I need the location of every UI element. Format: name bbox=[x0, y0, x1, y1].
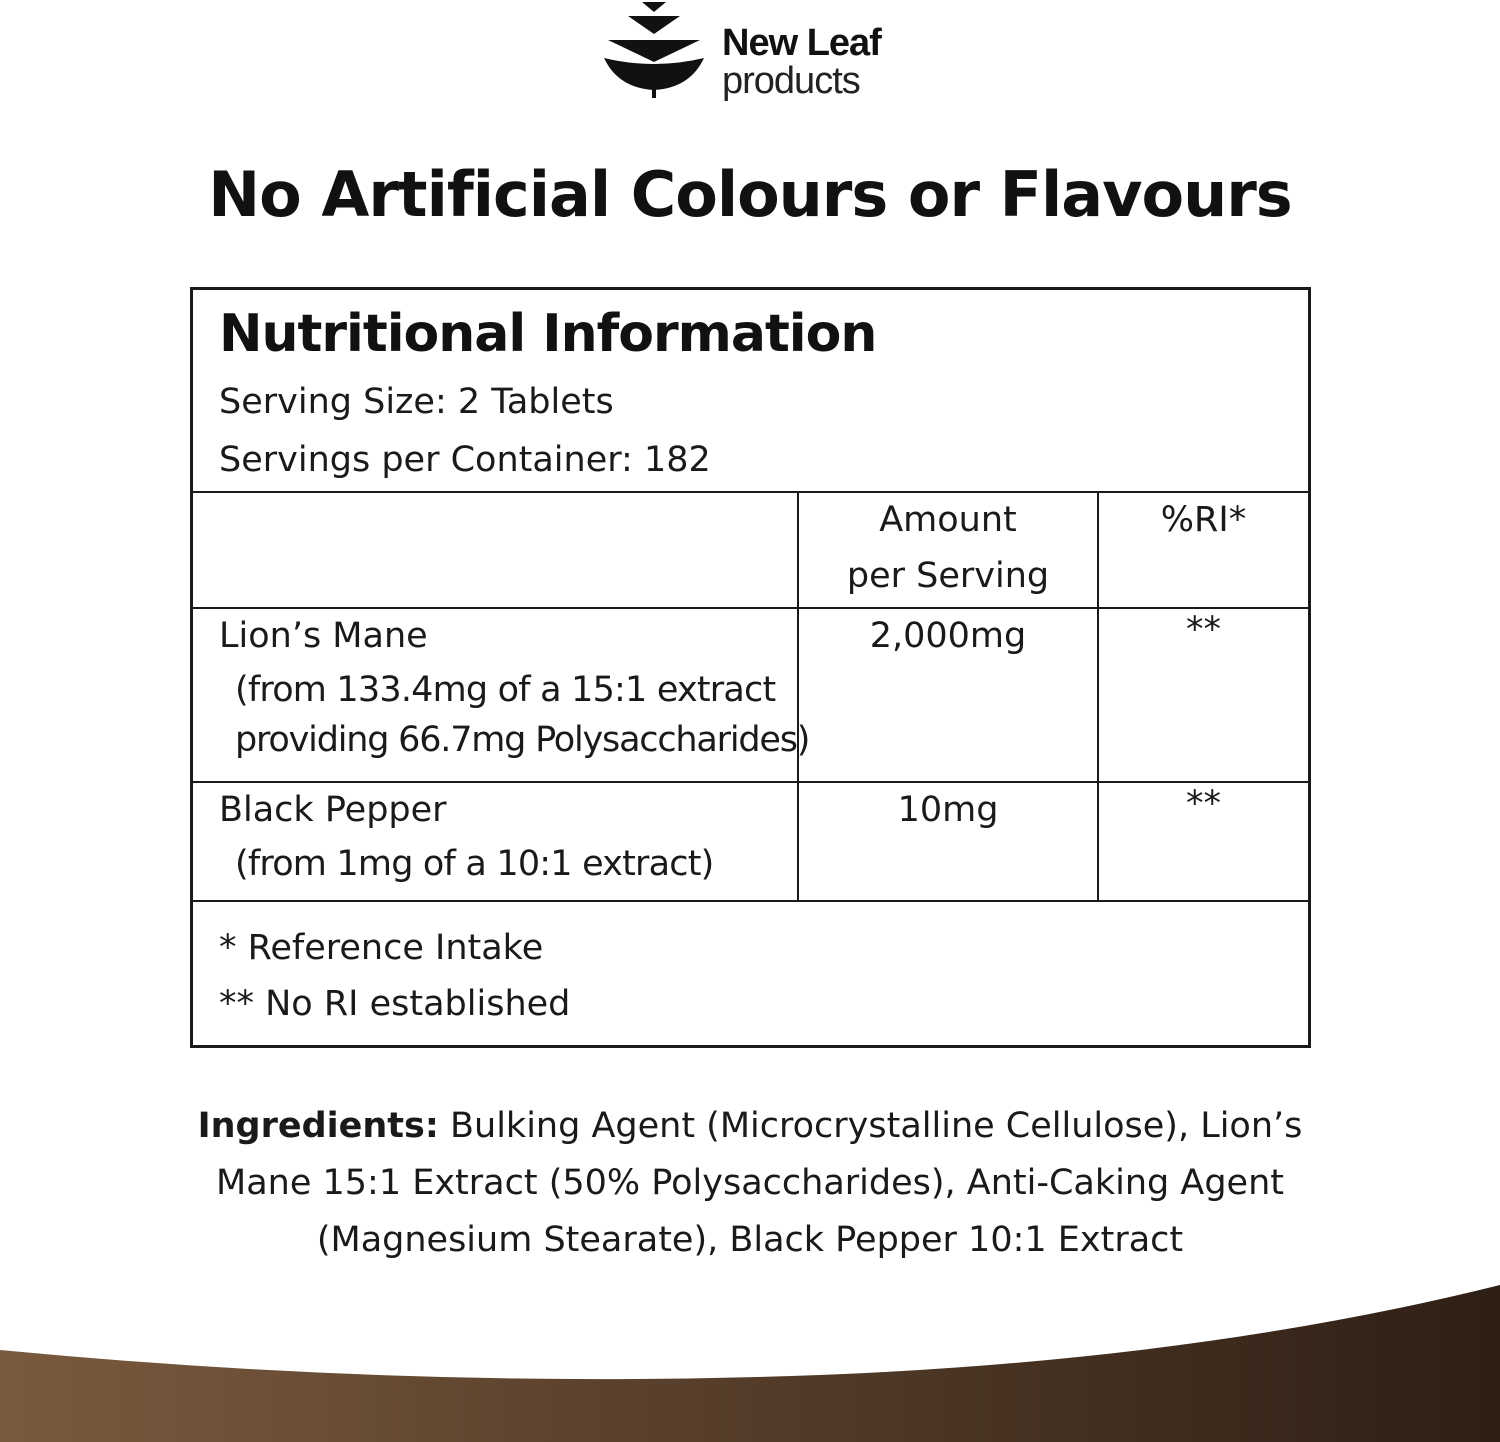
black-pepper-ri: ** bbox=[1186, 784, 1221, 824]
ingredients-text-line1: Bulking Agent (Microcrystalline Cellulose), Lion’s bbox=[450, 1106, 1303, 1146]
black-pepper-detail-line1: (from 1mg of a 10:1 extract) bbox=[235, 844, 714, 884]
ingredients-text-line2: Mane 15:1 Extract (50% Polysaccharides), Anti-Caking Agent bbox=[216, 1163, 1284, 1203]
column-divider bbox=[1097, 491, 1099, 902]
lions-mane-detail-line2: providing 66.7mg Polysaccharides) bbox=[235, 720, 810, 760]
footnote-no-ri: ** No RI established bbox=[219, 984, 571, 1024]
decorative-wave bbox=[0, 1280, 1500, 1442]
table-divider bbox=[193, 491, 1308, 493]
black-pepper-amount: 10mg bbox=[897, 790, 999, 830]
page-headline: No Artificial Colours or Flavours bbox=[208, 158, 1292, 231]
black-pepper-name: Black Pepper bbox=[219, 790, 447, 830]
brand-logo bbox=[600, 0, 900, 105]
column-divider bbox=[797, 491, 799, 902]
ingredients-text-line3: (Magnesium Stearate), Black Pepper 10:1 Extract bbox=[316, 1220, 1184, 1260]
brand-name: New Leaf bbox=[722, 22, 881, 64]
lions-mane-amount: 2,000mg bbox=[869, 616, 1027, 656]
ingredients-statement bbox=[100, 1098, 1400, 1269]
servings-per-container-value: 182 bbox=[643, 440, 711, 480]
servings-per-container-label: Servings per Container: bbox=[219, 440, 633, 480]
footnote-reference-intake: * Reference Intake bbox=[219, 928, 544, 968]
ri-header: %RI* bbox=[1160, 500, 1247, 540]
lions-mane-ri: ** bbox=[1186, 610, 1221, 650]
table-divider bbox=[193, 781, 1308, 783]
lions-mane-name: Lion’s Mane bbox=[219, 616, 428, 656]
table-divider bbox=[193, 607, 1308, 609]
lions-mane-detail-line1: (from 133.4mg of a 15:1 extract bbox=[235, 670, 776, 710]
ingredients-line bbox=[100, 1098, 1400, 1155]
brand-subname: products bbox=[722, 60, 860, 102]
nutrition-panel bbox=[190, 287, 1311, 1048]
stacked-leaf-icon bbox=[600, 0, 710, 105]
table-divider bbox=[193, 900, 1308, 902]
servings-per-container bbox=[219, 440, 711, 480]
serving-size: Serving Size: 2 Tablets bbox=[219, 382, 614, 422]
amount-header-line1: Amount bbox=[879, 500, 1017, 540]
nutrition-title: Nutritional Information bbox=[219, 304, 877, 364]
amount-header-line2: per Serving bbox=[846, 556, 1050, 596]
ingredients-label: Ingredients: bbox=[197, 1106, 439, 1146]
